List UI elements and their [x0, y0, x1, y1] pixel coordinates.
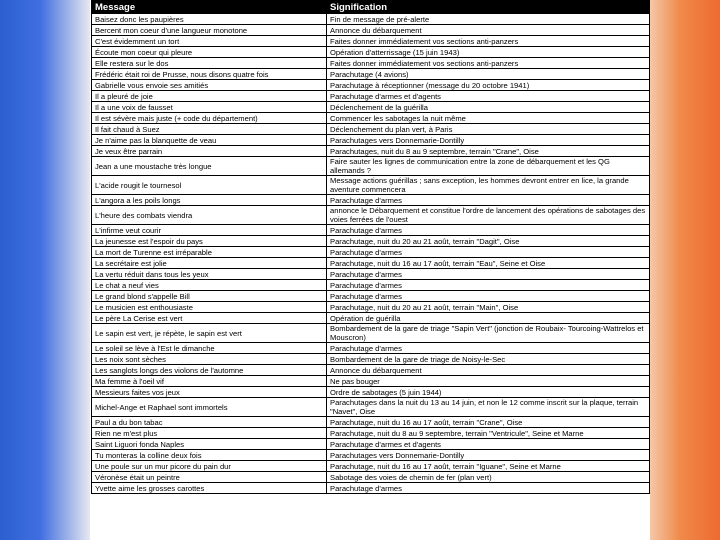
message-cell: Les sanglots longs des violons de l'automne	[92, 365, 327, 376]
table-row	[92, 354, 650, 365]
message-cell: Jean a une moustache très longue	[92, 157, 327, 176]
signification-cell: annonce le Débarquement et constitue l'ordre de lancement des opérations de sabotages des voies ferrées de l'ouest	[327, 206, 650, 225]
message-cell: Baisez donc les paupières	[92, 14, 327, 25]
message-cell: Gabrielle vous envoie ses amitiés	[92, 80, 327, 91]
signification-cell: Parachutage d'armes	[327, 269, 650, 280]
table-row	[92, 428, 650, 439]
table-row	[92, 69, 650, 80]
signification-cell: Parachutage d'armes	[327, 291, 650, 302]
header-message: Message	[92, 1, 327, 14]
message-cell: Il fait chaud à Suez	[92, 124, 327, 135]
table-row	[92, 25, 650, 36]
signification-cell: Commencer les sabotages la nuit même	[327, 113, 650, 124]
signification-cell: Parachutage d'armes	[327, 483, 650, 494]
table-row	[92, 146, 650, 157]
message-cell: Paul a du bon tabac	[92, 417, 327, 428]
table-row	[92, 236, 650, 247]
message-cell: La secrétaire est jolie	[92, 258, 327, 269]
table-row	[92, 258, 650, 269]
signification-cell: Parachutage, nuit du 8 au 9 septembre, terrain "Ventricule", Seine et Marne	[327, 428, 650, 439]
table-header	[92, 1, 650, 14]
signification-cell: Parachutage, nuit du 16 au 17 août, terrain "Eau", Seine et Oise	[327, 258, 650, 269]
message-cell: Yvette aime les grosses carottes	[92, 483, 327, 494]
signification-cell: Parachutages vers Donnemarie-Dontilly	[327, 450, 650, 461]
table-row	[92, 343, 650, 354]
signification-cell: Parachutages vers Donnemarie-Dontilly	[327, 135, 650, 146]
message-cell: Le musicien est enthousiaste	[92, 302, 327, 313]
message-cell: Je veux être parrain	[92, 146, 327, 157]
table-row	[92, 483, 650, 494]
message-cell: Une poule sur un mur picore du pain dur	[92, 461, 327, 472]
messages-table	[91, 0, 650, 494]
signification-cell: Parachutage à réceptionner (message du 20 octobre 1941)	[327, 80, 650, 91]
message-cell: Bercent mon coeur d'une langueur monotone	[92, 25, 327, 36]
message-cell: Écoute mon coeur qui pleure	[92, 47, 327, 58]
document-sheet	[90, 0, 650, 540]
signification-cell: Fin de message de pré-alerte	[327, 14, 650, 25]
message-cell: Le soleil se lève à l'Est le dimanche	[92, 343, 327, 354]
signification-cell: Faites donner immédiatement vos sections anti-panzers	[327, 58, 650, 69]
message-cell: La mort de Turenne est irréparable	[92, 247, 327, 258]
message-cell: Frédéric était roi de Prusse, nous disons quatre fois	[92, 69, 327, 80]
signification-cell: Parachutages, nuit du 8 au 9 septembre, terrain "Crane", Oise	[327, 146, 650, 157]
message-cell: Rien ne m'est plus	[92, 428, 327, 439]
message-cell: Le grand blond s'appelle Bill	[92, 291, 327, 302]
message-cell: Messieurs faites vos jeux	[92, 387, 327, 398]
signification-cell: Parachutage d'armes	[327, 247, 650, 258]
signification-cell: Parachutage d'armes	[327, 280, 650, 291]
message-cell: C'est évidemment un tort	[92, 36, 327, 47]
table-row	[92, 157, 650, 176]
signification-cell: Message actions guérillas ; sans exception, les hommes devront entrer en lice, la grande aventure commencera	[327, 176, 650, 195]
table-row	[92, 47, 650, 58]
signification-cell: Parachutage, nuit du 16 au 17 août, terrain "Iguane", Seine et Marne	[327, 461, 650, 472]
signification-cell: Parachutage d'armes	[327, 343, 650, 354]
message-cell: Elle restera sur le dos	[92, 58, 327, 69]
table-row	[92, 324, 650, 343]
table-row	[92, 36, 650, 47]
table-body	[92, 14, 650, 494]
signification-cell: Faites donner immédiatement vos sections anti-panzers	[327, 36, 650, 47]
table-row	[92, 417, 650, 428]
message-cell: L'angora a les poils longs	[92, 195, 327, 206]
signification-cell: Parachutage d'armes	[327, 195, 650, 206]
message-cell: La jeunesse est l'espoir du pays	[92, 236, 327, 247]
table-row	[92, 14, 650, 25]
signification-cell: Parachutage, nuit du 16 au 17 août, terrain "Crane", Oise	[327, 417, 650, 428]
signification-cell: Opération d'atterrissage (15 juin 1943)	[327, 47, 650, 58]
table-row	[92, 124, 650, 135]
table-row	[92, 291, 650, 302]
message-cell: Saint Liguori fonda Naples	[92, 439, 327, 450]
header-signification: Signification	[327, 1, 650, 14]
table-row	[92, 269, 650, 280]
signification-cell: Parachutage (4 avions)	[327, 69, 650, 80]
table-row	[92, 135, 650, 146]
signification-cell: Déclenchement du plan vert, à Paris	[327, 124, 650, 135]
signification-cell: Faire sauter les lignes de communication entre la zone de débarquement et les QG allemands ?	[327, 157, 650, 176]
signification-cell: Annonce du débarquement	[327, 365, 650, 376]
table-row	[92, 206, 650, 225]
message-cell: L'acide rougit le tournesol	[92, 176, 327, 195]
signification-cell: Parachutage, nuit du 20 au 21 août, terrain "Main", Oise	[327, 302, 650, 313]
table-row	[92, 280, 650, 291]
message-cell: Le chat a neuf vies	[92, 280, 327, 291]
signification-cell: Ne pas bouger	[327, 376, 650, 387]
message-cell: L'heure des combats viendra	[92, 206, 327, 225]
message-cell: Le sapin est vert, je répète, le sapin est vert	[92, 324, 327, 343]
signification-cell: Sabotage des voies de chemin de fer (plan vert)	[327, 472, 650, 483]
table-row	[92, 91, 650, 102]
table-row	[92, 472, 650, 483]
signification-cell: Bombardement de la gare de triage de Noisy-le-Sec	[327, 354, 650, 365]
message-cell: La vertu réduit dans tous les yeux	[92, 269, 327, 280]
message-cell: Il est sévère mais juste (+ code du département)	[92, 113, 327, 124]
table-row	[92, 195, 650, 206]
table-row	[92, 450, 650, 461]
table-row	[92, 247, 650, 258]
table-row	[92, 113, 650, 124]
message-cell: Je n'aime pas la blanquette de veau	[92, 135, 327, 146]
table-row	[92, 225, 650, 236]
table-row	[92, 461, 650, 472]
table-row	[92, 376, 650, 387]
table-row	[92, 313, 650, 324]
signification-cell: Bombardement de la gare de triage "Sapin Vert" (jonction de Roubaix- Tourcoing-Wattrelos et Mouscron)	[327, 324, 650, 343]
header-row	[92, 1, 650, 14]
signification-cell: Parachutage d'armes et d'agents	[327, 439, 650, 450]
table-row	[92, 80, 650, 91]
message-cell: Les noix sont sèches	[92, 354, 327, 365]
table-row	[92, 387, 650, 398]
message-cell: Le père La Cerise est vert	[92, 313, 327, 324]
table-row	[92, 302, 650, 313]
signification-cell: Annonce du débarquement	[327, 25, 650, 36]
message-cell: Il a pleuré de joie	[92, 91, 327, 102]
table-row	[92, 58, 650, 69]
table-row	[92, 439, 650, 450]
message-cell: Véronèse était un peintre	[92, 472, 327, 483]
signification-cell: Déclenchement de la guérilla	[327, 102, 650, 113]
signification-cell: Parachutages dans la nuit du 13 au 14 juin, et non le 12 comme inscrit sur la plaque, terrain "Navet", Oise	[327, 398, 650, 417]
message-cell: Ma femme à l'oeil vif	[92, 376, 327, 387]
signification-cell: Parachutage d'armes	[327, 225, 650, 236]
signification-cell: Parachutage d'armes et d'agents	[327, 91, 650, 102]
signification-cell: Opération de guérilla	[327, 313, 650, 324]
table-row	[92, 365, 650, 376]
message-cell: Tu monteras la colline deux fois	[92, 450, 327, 461]
table-row	[92, 176, 650, 195]
table-row	[92, 102, 650, 113]
signification-cell: Parachutage, nuit du 20 au 21 août, terrain "Dagit", Oise	[327, 236, 650, 247]
message-cell: Michel-Ange et Raphael sont immortels	[92, 398, 327, 417]
signification-cell: Ordre de sabotages (5 juin 1944)	[327, 387, 650, 398]
message-cell: L'infirme veut courir	[92, 225, 327, 236]
message-cell: Il a une voix de fausset	[92, 102, 327, 113]
table-row	[92, 398, 650, 417]
